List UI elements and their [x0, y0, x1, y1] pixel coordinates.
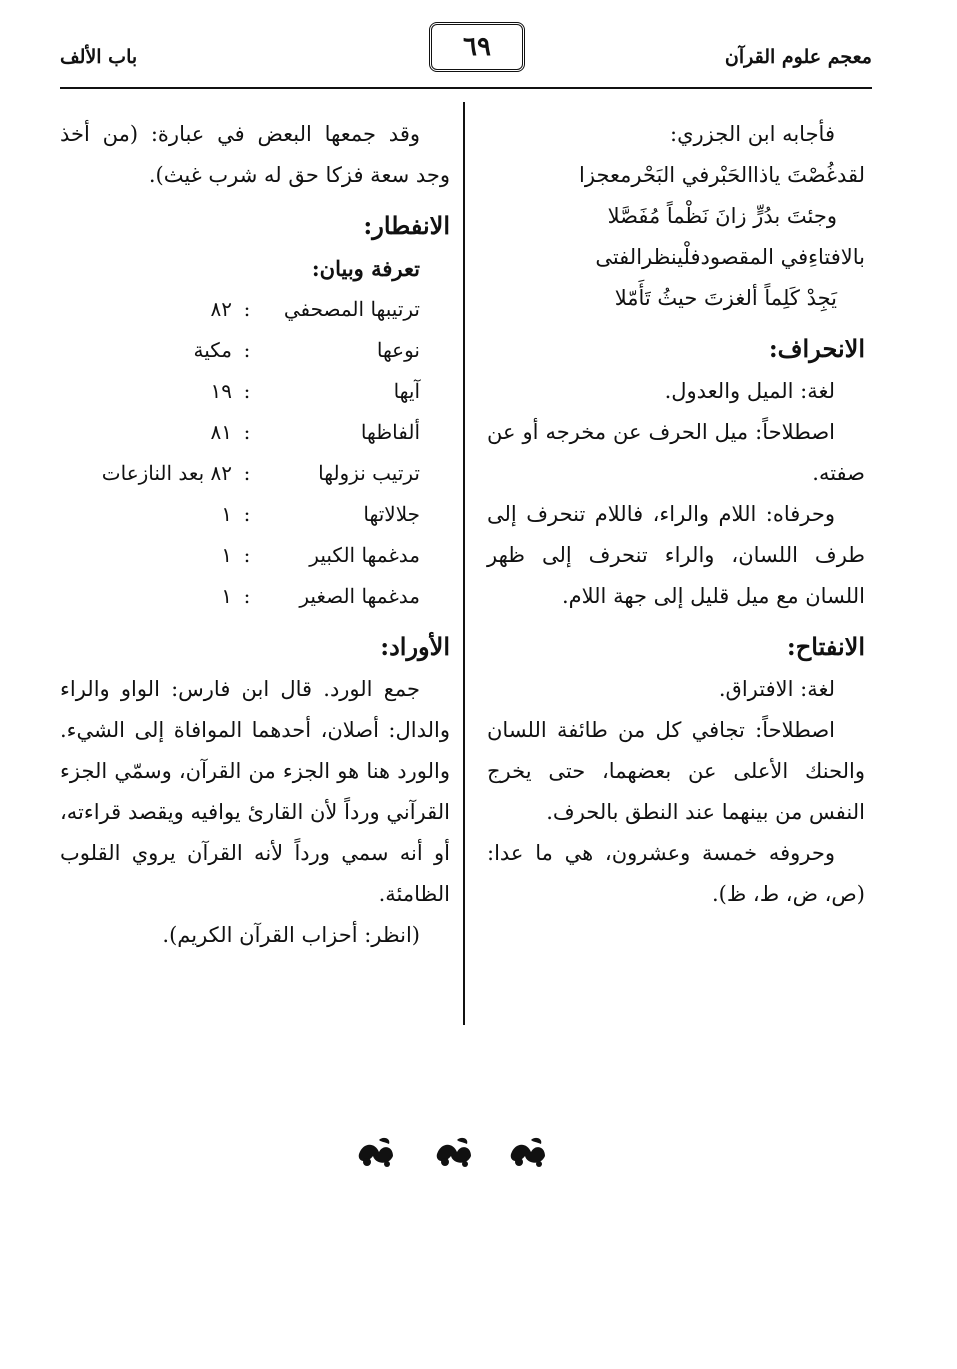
info-colon: :: [243, 543, 251, 567]
info-colon: :: [243, 379, 251, 403]
info-colon: :: [243, 584, 251, 608]
table-row: [102, 494, 420, 535]
poem: [487, 155, 865, 319]
infitah-technical: اصطلاحاً: تجافي كل من طائفة اللسان والحنك الأعلى عن بعضهما، حتى يخرج النفس من بينهما عند النطق بالحرف.: [487, 718, 865, 824]
inhiraf-letters: وحرفاه: اللام والراء، فاللام تنحرف إلى طرف اللسان، والراء تنحرف إلى ظهر اللسان مع ميل قليل إلى جهة اللام.: [487, 502, 865, 608]
chapter-title: باب الألف: [60, 46, 138, 68]
info-value: ٨٢: [210, 297, 232, 321]
section-heading-infitar: الانفطار:: [363, 211, 450, 240]
info-label: نوعها: [376, 338, 420, 362]
surah-info-subheading: تعرفة وبيان:: [311, 256, 420, 281]
table-row: [102, 576, 420, 617]
mnemonic-phrase: وقد جمعها البعض في عبارة: (من أخذ وجد سعة فزكا حق له شرب غيث).: [60, 122, 450, 187]
info-value: مكية: [193, 338, 232, 362]
right-column: [487, 114, 865, 915]
column-divider: [463, 102, 465, 1025]
info-colon: :: [243, 297, 251, 321]
awrad-reference: (انظر: أحزاب القرآن الكريم).: [162, 923, 420, 947]
poem-verse: يَجِدْ كَلِماً ألغزتَ حيثُ تَأَمّلا: [614, 286, 837, 310]
infitah-linguistic: لغة: الافتراق.: [718, 677, 835, 701]
table-row: [102, 412, 420, 453]
info-label: ألفاظها: [360, 420, 420, 444]
info-label: ترتيب نزولها: [318, 461, 420, 485]
left-column: [60, 114, 450, 956]
table-row: [102, 330, 420, 371]
info-colon: :: [243, 338, 251, 362]
poem-verse: وجئتَ بدُرٍّ زانَ نَظْماً مُفَصَّلا: [607, 204, 837, 228]
inhiraf-technical: اصطلاحاً: ميل الحرف عن مخرجه أو عن صفته.: [487, 420, 865, 485]
surah-info-table: [102, 289, 420, 617]
awrad-definition: جمع الورد. قال ابن فارس: الواو والراء والدال: أصلان، أحدهما الموافاة إلى الشيء. والورد هنا هو الجزء من القرآن، وسمّي الجزء القرآني ورداً لأن القارئ يوافيه ويقصد قراءته، أو أنه سمي ورداً لأنه القرآن يروي القلوب الظامئة.: [60, 677, 450, 906]
section-heading-inhiraf: الانحراف:: [768, 334, 865, 363]
info-colon: :: [243, 420, 251, 444]
poem-verse: لقدغُصْتَ ياذاالحَبْرفي البَحْرمعجزا: [579, 163, 865, 187]
info-colon: :: [243, 461, 251, 485]
info-value: ١: [221, 502, 232, 526]
section-heading-awrad: الأوراد:: [380, 632, 450, 661]
table-row: [102, 371, 420, 412]
infitah-letters: وحروفه خمسة وعشرون، هي ما عدا: (ص، ض، ط، ظ).: [487, 841, 865, 906]
table-row: [102, 289, 420, 330]
info-label: آيها: [393, 379, 420, 403]
inhiraf-linguistic: لغة: الميل والعدول.: [664, 379, 835, 403]
info-value: ١: [221, 584, 232, 608]
info-colon: :: [243, 502, 251, 526]
info-label: ترتيبها المصحفي: [283, 297, 420, 321]
info-value: ١٩: [210, 379, 232, 403]
info-value: ٨١: [210, 420, 232, 444]
info-value: ١: [221, 543, 232, 567]
info-label: مدغمها الكبير: [309, 543, 420, 567]
table-row: [102, 453, 420, 494]
info-value: ٨٢ بعد النازعات: [101, 461, 232, 485]
page-number-box: [429, 22, 525, 72]
header-rule: [60, 87, 872, 89]
section-heading-infitah: الانفتاح:: [786, 632, 865, 661]
info-label: جلالاتها: [363, 502, 420, 526]
page-number: ٦٩: [463, 32, 491, 62]
table-row: [102, 535, 420, 576]
ornament-icon: [353, 1132, 553, 1172]
book-title: معجم علوم القرآن: [724, 46, 872, 68]
poem-intro: فأجابه ابن الجزري:: [670, 122, 835, 146]
page-header: [60, 20, 872, 90]
poem-verse: بالافتاءِفي المقصودفلْينظرالفتى: [595, 245, 865, 269]
info-label: مدغمها الصغير: [299, 584, 420, 608]
